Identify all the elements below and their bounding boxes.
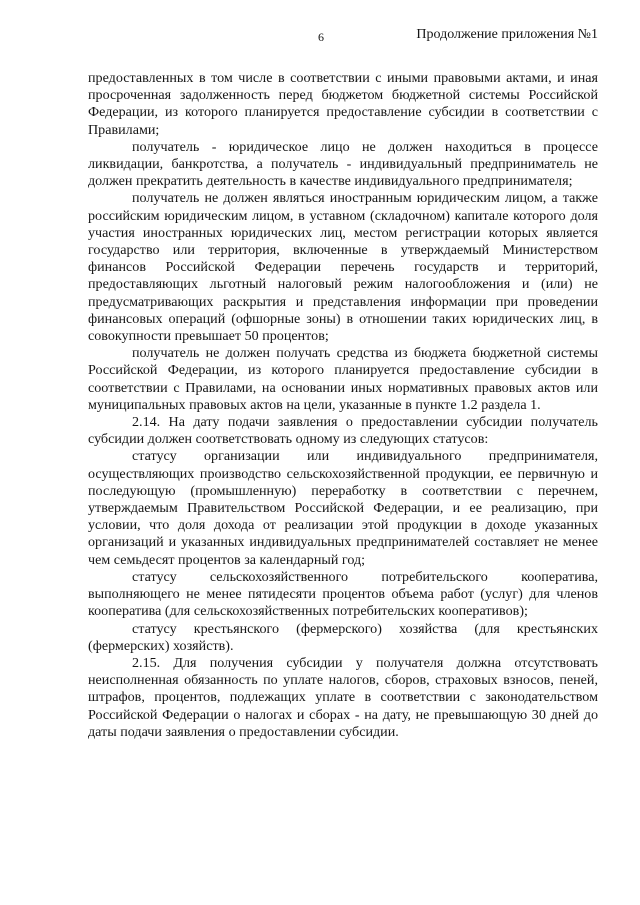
- paragraph-2-15: 2.15. Для получения субсидии у получателя должна отсутствовать неисполненная обязанность по уплате налогов, сборов, страховых взносов, пеней, штрафов, процентов, подлежащих уплате в соответствии с законодательством Российской Федерации о налогах и сборах - на дату, не превышающую 30 дней до даты подачи заявления о предоставлении субсидии.: [88, 654, 598, 740]
- status-peasant-farm: статусу крестьянского (фермерского) хозяйства (для крестьянских (фермерских) хозяйств).: [88, 620, 598, 654]
- paragraph-foreign-entity-condition: получатель не должен являться иностранным юридическим лицом, а также российским юридическим лицом, в уставном (складочном) капитале которого доля участия иностранных юридических лиц, местом регистрации которых является государство или территория, включенные в утверждаемый Министерством финансов Российской Федерации перечень государств и территорий, предоставляющих льготный налоговый режим налогообложения и (или) не предусматривающих раскрытия и представления информации при проведении финансовых операций (офшорные зоны) в отношении таких юридических лиц, в совокупности превышает 50 процентов;: [88, 190, 598, 345]
- paragraph-continuation: предоставленных в том числе в соответствии с иными правовыми актами, и иная просроченная задолженность перед бюджетом бюджетной системы Российской Федерации, из которого планируется предоставление субсидии в соответствии с Правилами;: [88, 70, 598, 138]
- status-agricultural-producer: статусу организации или индивидуального предпринимателя, осуществляющих производство сельскохозяйственной продукции, ее первичную и последующую (промышленную) переработку в соответствии с перечнем, утверждаемым Правительством Российской Федерации, и ее реализацию, при условии, что доля дохода от реализации этой продукции в доходе указанных организаций и указанных индивидуальных предпринимателей составляет не менее чем семьдесят процентов за календарный год;: [88, 448, 598, 568]
- paragraph-other-funding-condition: получатель не должен получать средства из бюджета бюджетной системы Российской Федерации, из которого планируется предоставление субсидии в соответствии с Правилами, на основании иных нормативных правовых актов или муниципальных правовых актов на цели, указанные в пункте 1.2 раздела 1.: [88, 345, 598, 413]
- page-number: 6: [318, 30, 324, 44]
- status-consumer-cooperative: статусу сельскохозяйственного потребительского кооператива, выполняющего не менее пятидесяти процентов объема работ (услуг) для членов кооператива (для сельскохозяйственных потребительских кооперативов);: [88, 568, 598, 620]
- paragraph-2-14: 2.14. На дату подачи заявления о предоставлении субсидии получатель субсидии должен соответствовать одному из следующих статусов:: [88, 414, 598, 448]
- paragraph-liquidation-condition: получатель - юридическое лицо не должен находиться в процессе ликвидации, банкротства, а получатель - индивидуальный предприниматель не должен прекратить деятельность в качестве индивидуального предпринимателя;: [88, 138, 598, 190]
- document-body: [88, 70, 598, 741]
- appendix-continuation-header: Продолжение приложения №1: [416, 27, 598, 42]
